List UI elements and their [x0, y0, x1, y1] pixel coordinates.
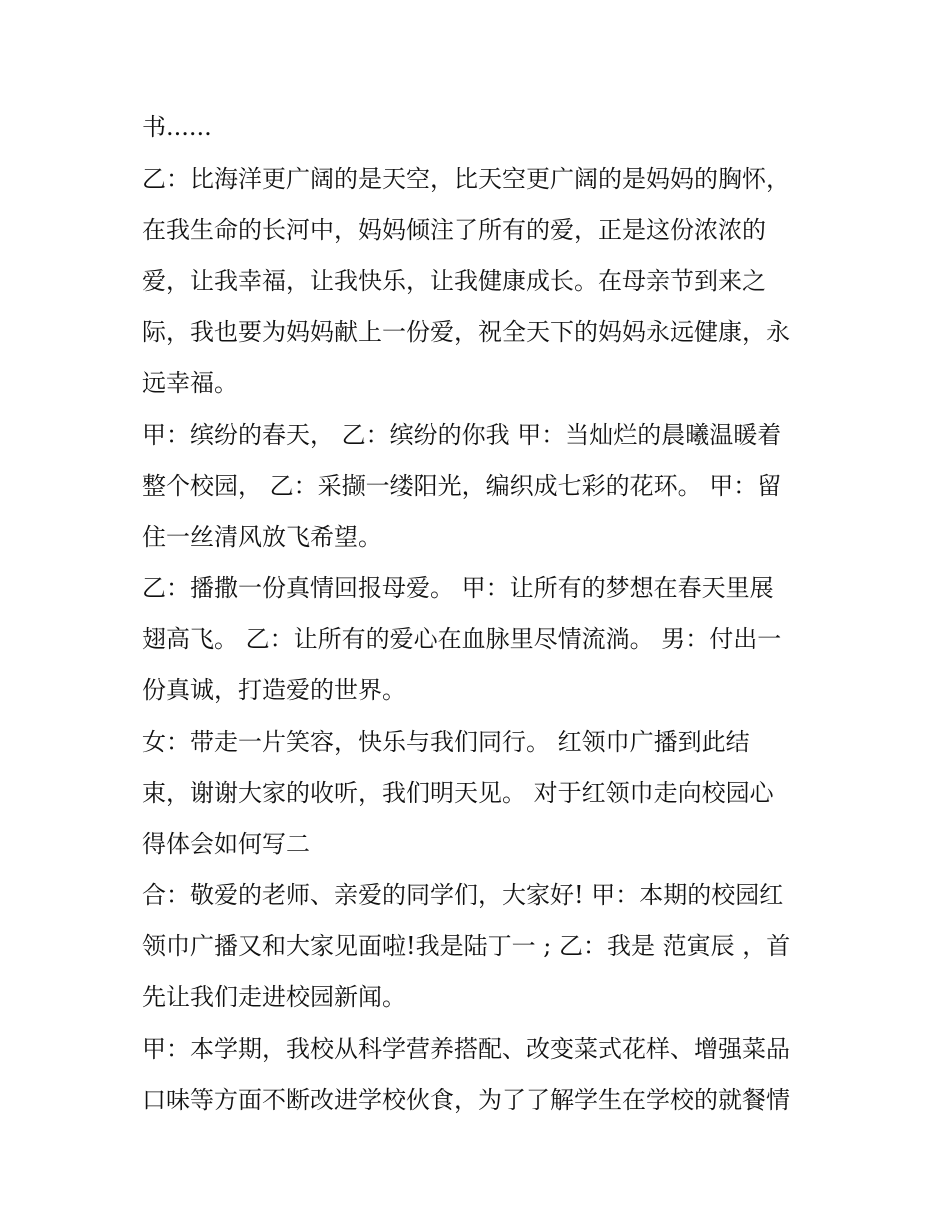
text-line: 整个校园， 乙：采撷一缕阳光，编织成七彩的花环。 甲：留 [142, 472, 782, 500]
text-line: 乙：比海洋更广阔的是天空，比天空更广阔的是妈妈的胸怀， [142, 165, 790, 193]
text-line: 份真诚，打造爱的世界。 [142, 676, 406, 704]
text-line: 口味等方面不断改进学校伙食，为了了解学生在学校的就餐情 [142, 1086, 790, 1114]
text-line: 甲：本学期，我校从科学营养搭配、改变菜式花样、增强菜品 [142, 1035, 790, 1063]
text-line: 领巾广播又和大家见面啦!我是陆丁一 ; 乙：我是 范寅辰 ，首 [142, 932, 791, 960]
text-line: 在我生命的长河中，妈妈倾注了所有的爱，正是这份浓浓的 [142, 216, 766, 244]
text-line: 合：敬爱的老师、亲爱的同学们，大家好! 甲：本期的校园红 [142, 881, 784, 909]
text-line: 甲：缤纷的春天， 乙：缤纷的你我 甲：当灿烂的晨曦温暖着 [142, 421, 782, 449]
text-line: 先让我们走进校园新闻。 [142, 983, 406, 1011]
text-line: 际，我也要为妈妈献上一份爱，祝全天下的妈妈永远健康，永 [142, 318, 790, 346]
text-line: 爱，让我幸福，让我快乐，让我健康成长。在母亲节到来之 [142, 267, 766, 295]
text-line: 远幸福。 [142, 369, 238, 397]
text-line: 翅高飞。 乙：让所有的爱心在血脉里尽情流淌。 男：付出一 [142, 625, 782, 653]
text-line: 束，谢谢大家的收听，我们明天见。 对于红领巾走向校园心 [142, 779, 774, 807]
text-line: 得体会如何写二 [142, 830, 310, 858]
text-line: 乙：播撒一份真情回报母爱。 甲：让所有的梦想在春天里展 [142, 574, 774, 602]
text-line: 住一丝清风放飞希望。 [142, 523, 382, 551]
text-line: 书...... [142, 113, 212, 141]
text-line: 女：带走一片笑容，快乐与我们同行。 红领巾广播到此结 [142, 728, 750, 756]
